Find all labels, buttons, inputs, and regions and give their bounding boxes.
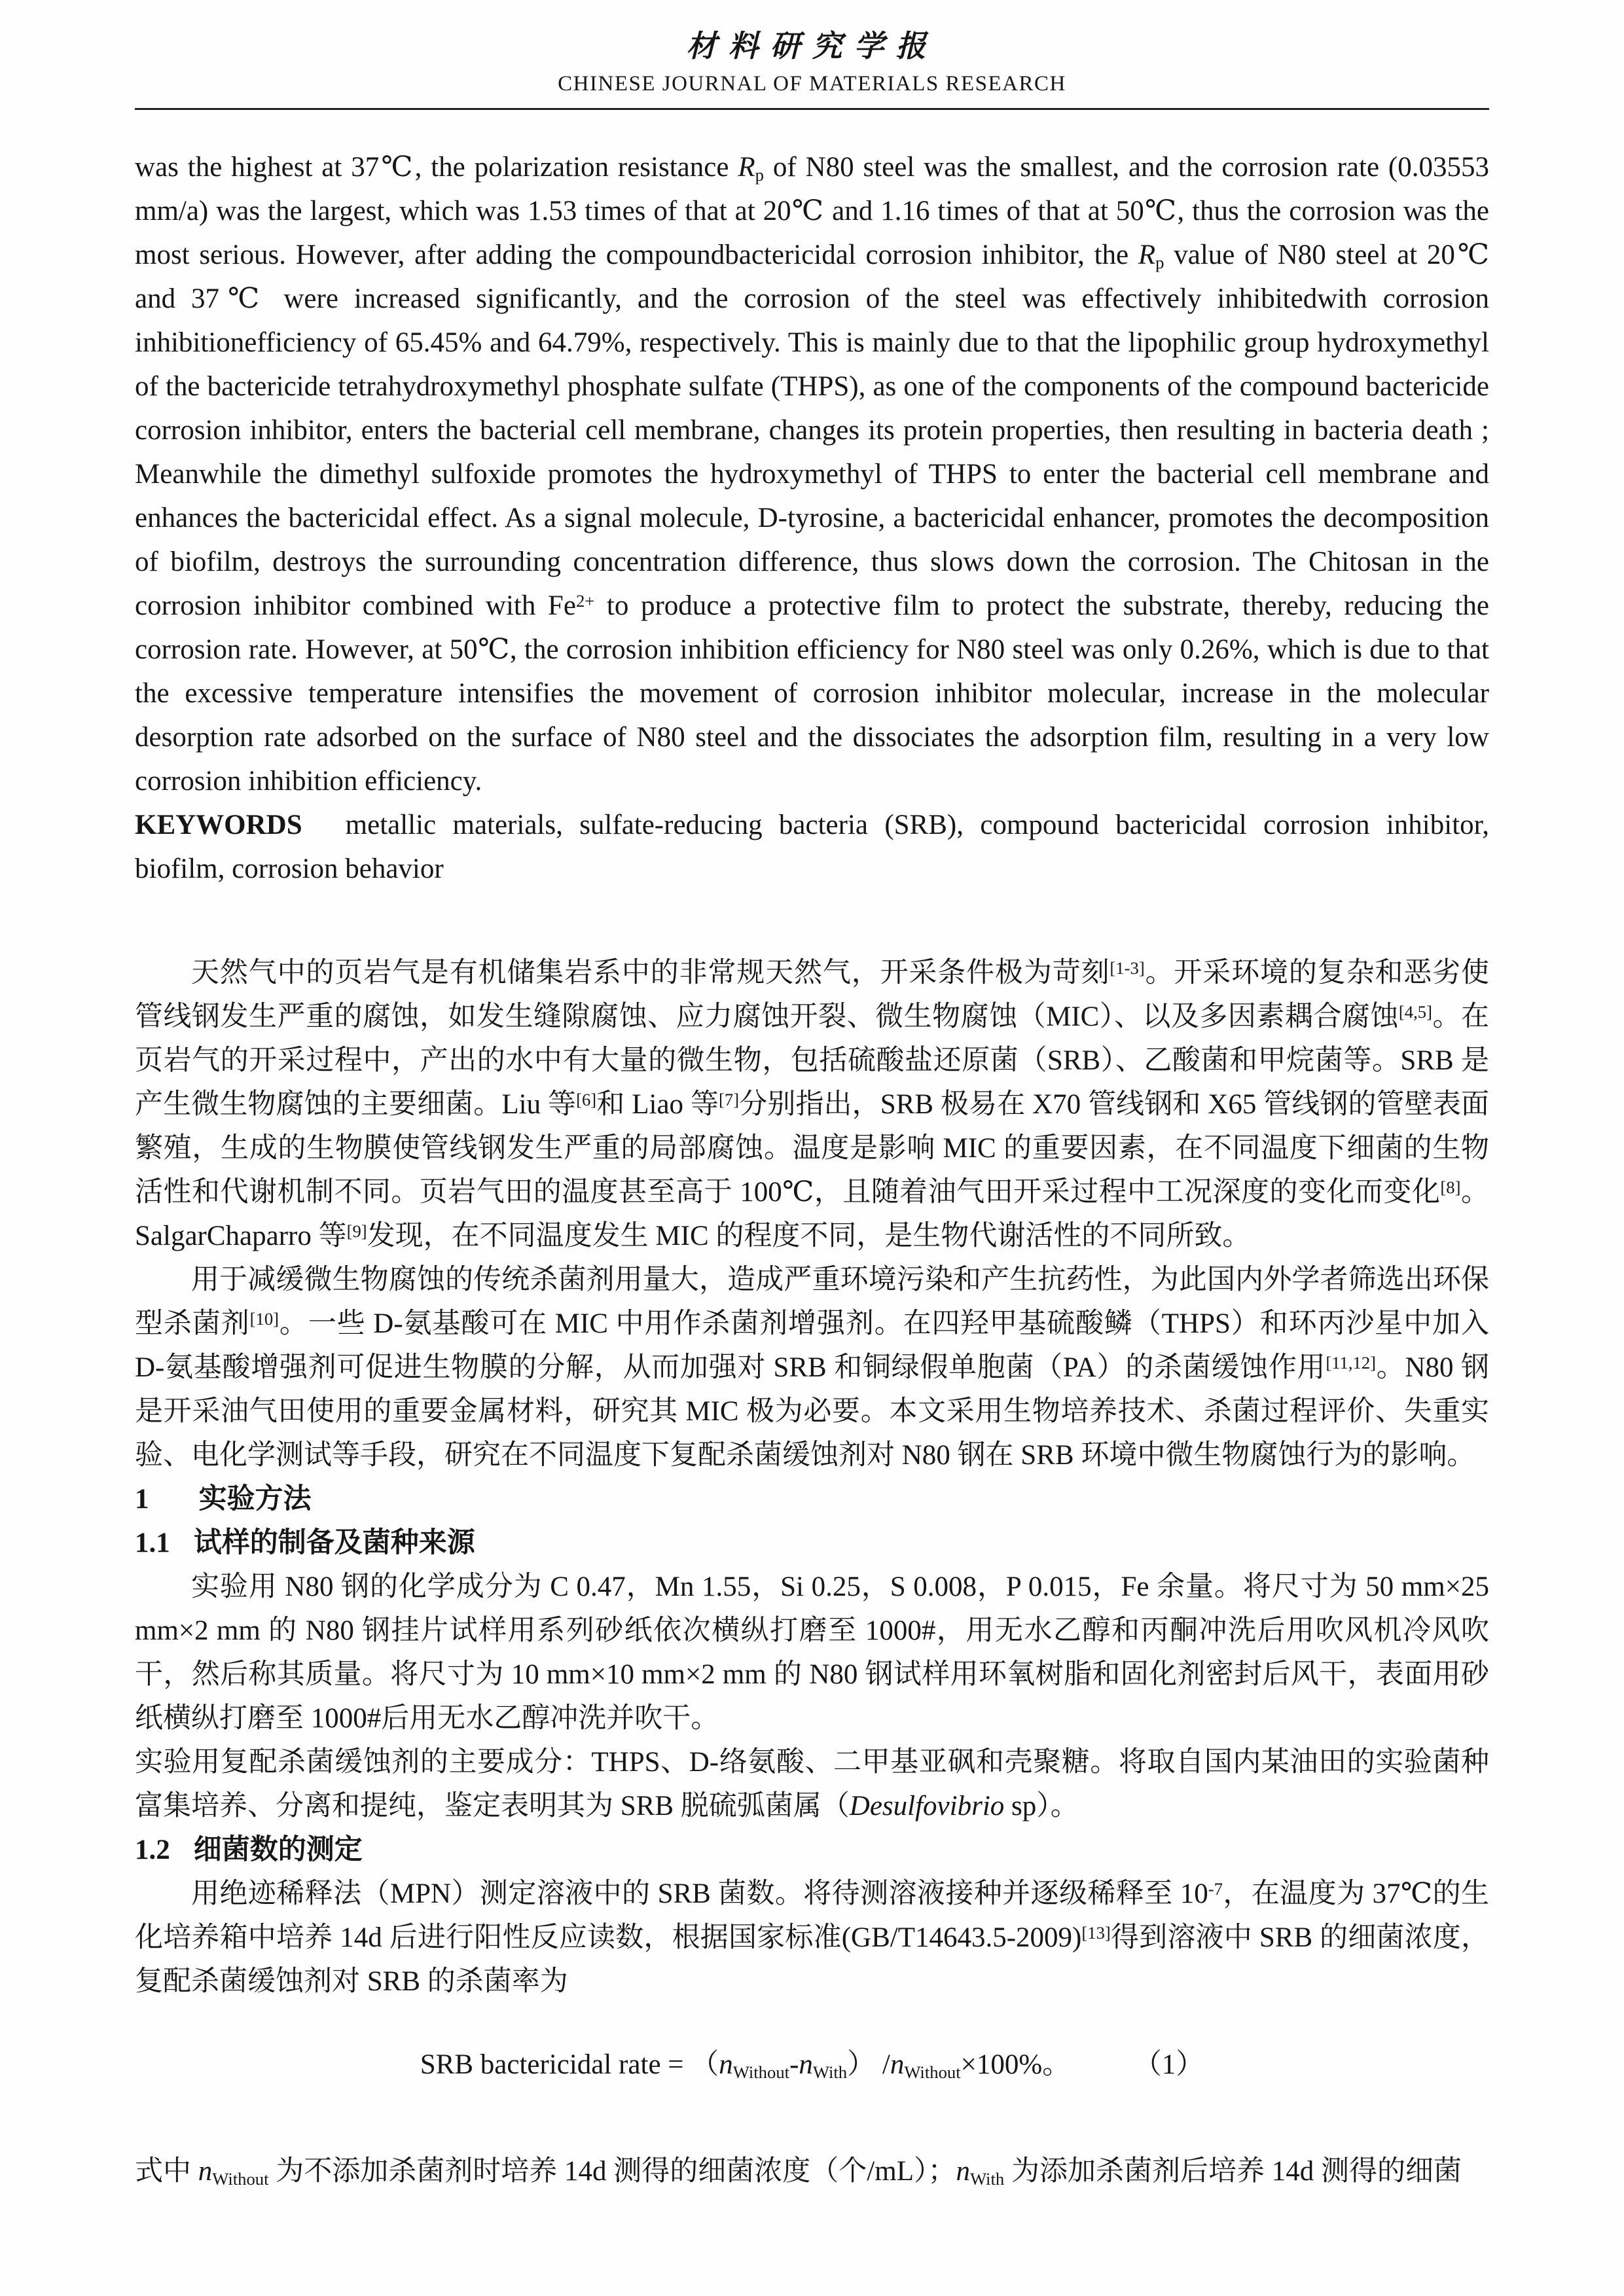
section-1-title: 实验方法 (198, 1484, 312, 1515)
header-divider (135, 108, 1489, 110)
intro-paragraph-2: 用于减缓微生物腐蚀的传统杀菌剂用量大，造成严重环境污染和产生抗药性，为此国内外学者筛选出环保型杀菌剂[10]。一些 D-氨基酸可在 MIC 中用作杀菌剂增强剂。在四羟甲基硫酸鳞（THPS）和环丙沙星中加入 D-氨基酸增强剂可促进生物膜的分解，从而加强对 SRB 和铜绿假单胞菌（PA）的杀菌缓蚀作用[11,12]。N80 钢是开采油气田使用的重要金属材料，研究其 MIC 极为必要。本文采用生物培养技术、杀菌过程评价、失重实验、电化学测试等手段，研究在不同温度下复配杀菌缓蚀剂对 N80 钢在 SRB 环境中微生物腐蚀行为的影响。 (135, 1265, 1489, 1471)
section-1-2-heading (135, 1828, 1489, 1872)
article-body (135, 145, 1489, 2193)
keywords-text: metallic materials, sulfate-reducing bacteria (SRB), compound bactericidal corrosion inhibitor, biofilm, corrosion behavior (135, 810, 1489, 884)
section-1-2-number: 1.2 (135, 1835, 170, 1865)
mpn-method-paragraph: 用绝迹稀释法（MPN）测定溶液中的 SRB 菌数。将待测溶液接种并逐级稀释至 $10^{-7}$，在温度为 37℃的生化培养箱中培养 14d 后进行阳性反应读数，根据国家标准(GB/T14643.5-2009)[13]得到溶液中 SRB 的细菌浓度，复配杀菌缓蚀剂对 SRB 的杀菌率为 (135, 1878, 1490, 1997)
equation-1 (135, 2043, 1489, 2087)
section-1-2-title: 细菌数的测定 (193, 1835, 363, 1865)
section-1-1-title: 试样的制备及菌种来源 (193, 1528, 475, 1558)
equation-1-body: SRB bactericidal rate = $(n_{Without}-n_{With})$ $/n_{Without}\times 100\%$。 (420, 2049, 1071, 2083)
keywords-label: KEYWORDS (135, 810, 302, 840)
keywords-line (135, 803, 1489, 891)
equation-explanation-paragraph: 式中 $n_{Without}$ 为不添加杀菌剂时培养 14d 测得的细菌浓度（个/mL）；$n_{With}$ 为添加杀菌剂后培养 14d 测得的细菌 (135, 2156, 1462, 2189)
journal-title-english: CHINESE JOURNAL OF MATERIALS RESEARCH (558, 72, 1066, 96)
journal-header (135, 22, 1489, 110)
journal-title-chinese: 材料研究学报 (686, 29, 938, 63)
section-1-number: 1 (135, 1484, 149, 1515)
equation-1-number: （1） (1147, 2049, 1204, 2080)
section-1-heading (135, 1477, 1489, 1521)
section-1-1-heading (135, 1521, 1489, 1565)
section-1-1-number: 1.1 (135, 1528, 170, 1558)
specimen-preparation-paragraph: 实验用 N80 钢的化学成分为 C 0.47，Mn 1.55，Si 0.25，S 0.008，P 0.015，Fe 余量。将尺寸为 50 mm×25 mm×2 mm 的 N80 钢挂片试样用系列砂纸依次横纵打磨至 1000#，用无水乙醇和丙酮冲洗后用吹风机冷风吹干，然后称其质量。将尺寸为 10 mm×10 mm×2 mm 的 N80 钢试样用环氧树脂和固化剂密封后风干，表面用砂纸横纵打磨至 1000#后用无水乙醇冲洗并吹干。 (135, 1571, 1489, 1734)
intro-paragraph-1: 天然气中的页岩气是有机储集岩系中的非常规天然气，开采条件极为苛刻[1-3]。开采环境的复杂和恶劣使管线钢发生严重的腐蚀，如发生缝隙腐蚀、应力腐蚀开裂、微生物腐蚀（MIC）、以及多因素耦合腐蚀[4,5]。在页岩气的开采过程中，产出的水中有大量的微生物，包括硫酸盐还原菌（SRB）、乙酸菌和甲烷菌等。SRB 是产生微生物腐蚀的主要细菌。Liu 等[6]和 Liao 等[7]分别指出，SRB 极易在 X70 管线钢和 X65 管线钢的管壁表面繁殖，生成的生物膜使管线钢发生严重的局部腐蚀。温度是影响 MIC 的重要因素，在不同温度下细菌的生物活性和代谢机制不同。页岩气田的温度甚至高于 100℃，且随着油气田开采过程中工况深度的变化而变化[8]。SalgarChaparro 等[9]发现，在不同温度发生 MIC 的程度不同，是生物代谢活性的不同所致。 (135, 958, 1490, 1251)
abstract-continuation-paragraph: was the highest at 37℃, the polarization resistance $R_p$ of N80 steel was the smallest, and the corrosion rate (0.03553 mm/a) was the largest, which was 1.53 times of that at 20℃ and 1.16 times of that at 50℃, thus the corrosion was the most serious. However, after adding the compoundbactericidal corrosion inhibitor, the $R_p$ value of N80 steel at 20℃ and 37℃ were increased significantly, and the corrosion of the steel was effectively inhibitedwith corrosion inhibitionefficiency of 65.45% and 64.79%, respectively. This is mainly due to that the lipophilic group hydroxymethyl of the bactericide tetrahydroxymethyl phosphate sulfate (THPS), as one of the components of the compound bactericide corrosion inhibitor, enters the bacterial cell membrane, changes its protein properties, then resulting in bacteria death ; Meanwhile the dimethyl sulfoxide promotes the hydroxymethyl of THPS to enter the bacterial cell membrane and enhances the bactericidal effect. As a signal molecule, D-tyrosine, a bactericidal enhancer, promotes the decomposition of biofilm, destroys the surrounding concentration difference, thus slows down the corrosion. The Chitosan in the corrosion inhibitor combined with $Fe^{2+}$ to produce a protective film to protect the substrate, thereby, reducing the corrosion rate. However, at 50℃, the corrosion inhibition efficiency for N80 steel was only 0.26%, which is due to that the excessive temperature intensifies the movement of corrosion inhibitor molecular, increase in the molecular desorption rate adsorbed on the surface of N80 steel and the dissociates the adsorption film, resulting in a very low corrosion inhibition efficiency. (135, 152, 1490, 797)
inhibitor-composition-paragraph: 实验用复配杀菌缓蚀剂的主要成分：THPS、D-络氨酸、二甲基亚砜和壳聚糖。将取自国内某油田的实验菌种富集培养、分离和提纯，鉴定表明其为 SRB 脱硫弧菌属（Desulfovibrio sp）。 (135, 1747, 1489, 1821)
